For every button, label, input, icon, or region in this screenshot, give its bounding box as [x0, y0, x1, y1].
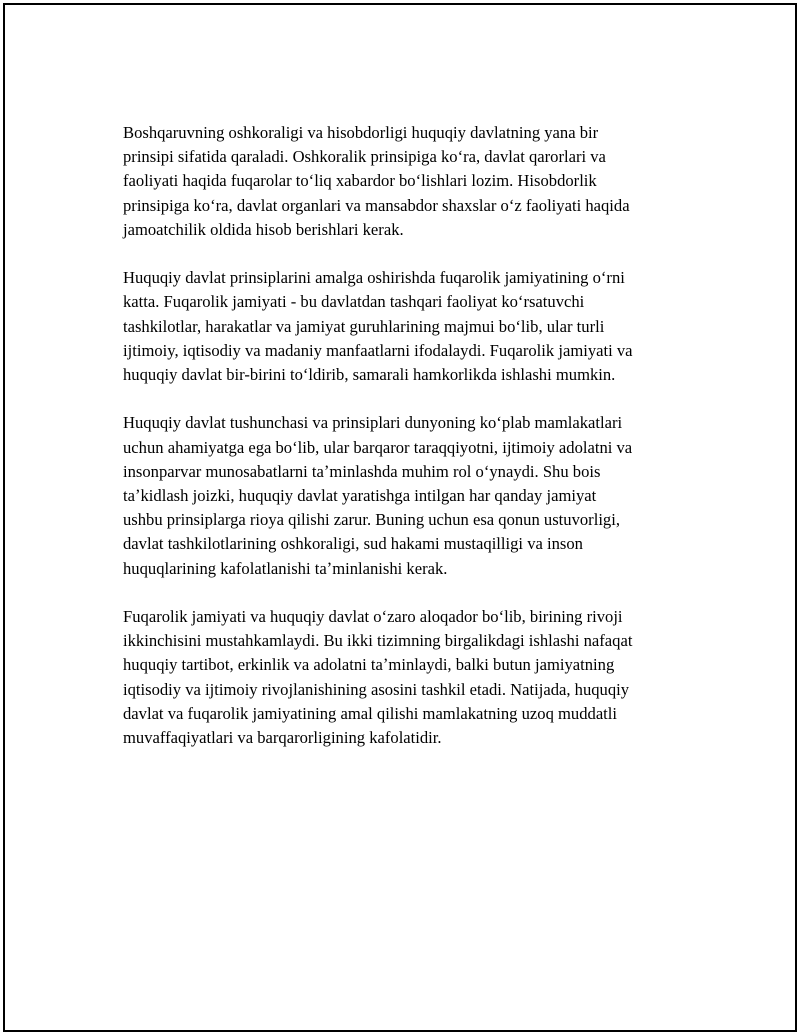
- text-line: davlat tashkilotlarining oshkoraligi, sud hakami mustaqilligi va inson: [123, 534, 583, 554]
- text-line: tashkilotlar, harakatlar va jamiyat guruhlarining majmui boʻlib, ular turli: [123, 316, 605, 336]
- text-line: katta. Fuqarolik jamiyati - bu davlatdan tashqari faoliyat koʻrsatuvchi: [123, 292, 585, 312]
- text-line: iqtisodiy va ijtimoiy rivojlanishining asosini tashkil etadi. Natijada, huquqiy: [123, 679, 630, 699]
- text-line: taʼkidlash joizki, huquqiy davlat yaratishga intilgan har qanday jamiyat: [123, 486, 597, 506]
- paragraph-3: [123, 411, 708, 580]
- paragraph-1: [123, 121, 708, 242]
- text-line: ikkinchisini mustahkamlaydi. Bu ikki tizimning birgalikdagi ishlashi nafaqat: [123, 631, 633, 651]
- text-line: davlat va fuqarolik jamiyatining amal qilishi mamlakatning uzoq muddatli: [123, 703, 618, 723]
- text-line: insonparvar munosabatlarni taʼminlashda muhim rol oʻynaydi. Shu bois: [123, 461, 601, 481]
- text-line: huquqiy tartibot, erkinlik va adolatni taʼminlaydi, balki butun jamiyatning: [123, 655, 615, 675]
- text-line: huquqiy davlat bir-birini toʻldirib, samarali hamkorlikda ishlashi mumkin.: [123, 365, 616, 385]
- text-line: uchun ahamiyatga ega boʻlib, ular barqaror taraqqiyotni, ijtimoiy adolatni va: [123, 437, 633, 457]
- text-line: prinsipi sifatida qaraladi. Oshkoralik prinsipiga koʻra, davlat qarorlari va: [123, 147, 606, 167]
- text-line: faoliyati haqida fuqarolar toʻliq xabardor boʻlishlari lozim. Hisobdorlik: [123, 171, 597, 191]
- text-line: Fuqarolik jamiyati va huquqiy davlat oʻzaro aloqador boʻlib, birining rivoji: [123, 607, 623, 627]
- text-line: ijtimoiy, iqtisodiy va madaniy manfaatlarni ifodalaydi. Fuqarolik jamiyati va: [123, 340, 633, 360]
- text-line: Boshqaruvning oshkoraligi va hisobdorligi huquqiy davlatning yana bir: [123, 123, 599, 142]
- text-line: Huquqiy davlat tushunchasi va prinsiplari dunyoning koʻplab mamlakatlari: [123, 413, 623, 433]
- text-line: muvaffaqiyatlari va barqarorligining kafolatidir.: [123, 728, 442, 748]
- text-line: prinsipiga koʻra, davlat organlari va mansabdor shaxslar oʻz faoliyati haqida: [123, 195, 630, 215]
- text-line: Huquqiy davlat prinsiplarini amalga oshirishda fuqarolik jamiyatining oʻrni: [123, 268, 625, 288]
- paragraph-4: [123, 605, 708, 750]
- text-line: huquqlarining kafolatlanishi taʼminlanishi kerak.: [123, 558, 448, 578]
- text-line: jamoatchilik oldida hisob berishlari kerak.: [123, 219, 404, 239]
- paragraph-2: [123, 266, 708, 387]
- page-frame: [3, 3, 797, 1032]
- text-line: ushbu prinsiplarga rioya qilishi zarur. Buning uchun esa qonun ustuvorligi,: [123, 510, 620, 530]
- document-body: [123, 121, 708, 774]
